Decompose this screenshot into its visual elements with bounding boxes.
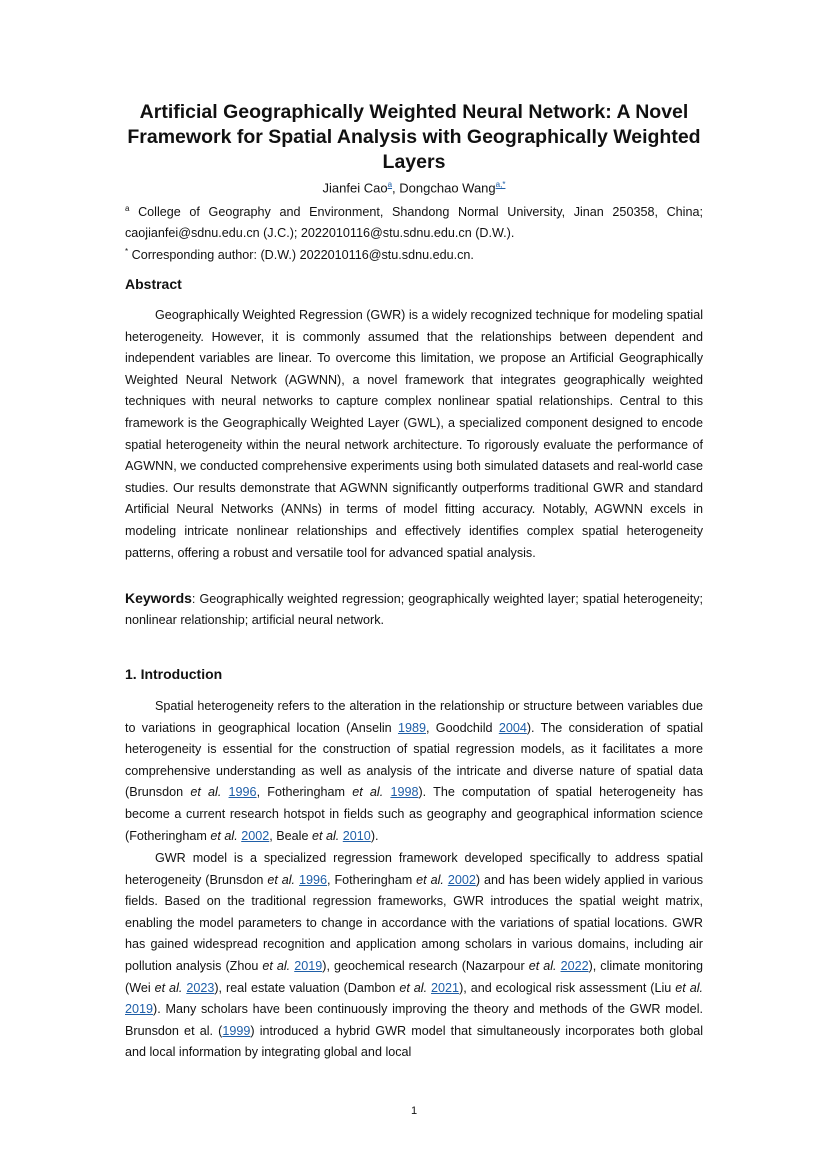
citation-link[interactable]: 1996 xyxy=(299,872,328,887)
citation-link[interactable]: 2019 xyxy=(125,1002,154,1017)
corresponding-text: Corresponding author: (D.W.) 2022010116@stu.sdnu.edu.cn. xyxy=(128,248,474,263)
text-run: , Fotheringham xyxy=(327,872,417,887)
text-run: , Beale xyxy=(269,828,312,843)
et-al: et al. xyxy=(675,980,704,995)
author-line xyxy=(125,176,703,197)
text-run: ), real estate valuation (Dambon xyxy=(214,980,400,995)
corresponding-author xyxy=(125,241,703,266)
author-separator: , xyxy=(392,180,400,196)
text-run: ). The consideration of spatial heterogeneity is essential for the construction of spatial regression models, as it facilitates a more comprehensive understanding as well as analysis of the intricate and diverse nature of spatial data (Brunsdon xyxy=(125,720,703,800)
text-run: GWR model is a specialized regression framework developed specifically to address spatial heterogeneity (Brunsdon xyxy=(125,851,703,887)
keywords-text: : Geographically weighted regression; geographically weighted layer; spatial heterogeneity; nonlinear relationship; artificial neural network. xyxy=(125,592,703,627)
introduction-heading: 1. Introduction xyxy=(125,666,223,682)
keywords xyxy=(125,588,703,631)
keywords-label: Keywords xyxy=(125,590,192,606)
et-al: et al. xyxy=(352,785,384,800)
author-name: Jianfei Cao xyxy=(322,180,388,196)
citation-link[interactable]: 2004 xyxy=(498,720,527,735)
et-al: et al. xyxy=(267,872,296,887)
corresponding-marker: * xyxy=(125,247,129,256)
citation-link[interactable]: 1999 xyxy=(222,1023,251,1038)
citation-link[interactable]: 2002 xyxy=(241,828,270,843)
text-run: , Goodchild xyxy=(426,720,499,735)
text-run: ), geochemical research (Nazarpour xyxy=(322,958,529,973)
et-al: et al. xyxy=(210,828,238,843)
citation-link[interactable]: 1996 xyxy=(228,785,257,800)
citation-link[interactable]: 2023 xyxy=(186,980,215,995)
intro-paragraph-2 xyxy=(125,848,703,1064)
et-al: et al. xyxy=(262,958,291,973)
text-run: ), and ecological risk assessment (Liu xyxy=(459,980,676,995)
intro-paragraph-1 xyxy=(125,696,703,847)
text-run: ) introduced a hybrid GWR model that simultaneously incorporates both global and local information by integrating global and local xyxy=(125,1023,704,1060)
affiliation xyxy=(125,198,703,244)
et-al: et al. xyxy=(190,785,222,800)
citation-link[interactable]: 2002 xyxy=(447,872,476,887)
paper-title: Artificial Geographically Weighted Neural Network: A Novel Framework for Spatial Analysis with Geographically Weighted Layers xyxy=(127,101,701,173)
abstract-body: Geographically Weighted Regression (GWR) is a widely recognized technique for modeling spatial heterogeneity. However, it is commonly assumed that the relationships between dependent and independent variables are linear. To overcome this limitation, we propose an Artificial Geographically Weighted Neural Network (AGWNN), a novel framework that integrates geographically weighted techniques with neural networks to capture complex nonlinear spatial relationships. Central to this framework is the Geographically Weighted Layer (GWL), a specialized component designed to encode spatial heterogeneity within the neural network architecture. To rigorously evaluate the performance of AGWNN, we conducted comprehensive experiments using both simulated datasets and real-world case studies. Our results demonstrate that AGWNN significantly outperforms traditional GWR and standard Artificial Neural Networks (ANNs) in terms of model fitting accuracy. Notably, AGWNN excels in modeling intricate nonlinear relationships and effectively identifies complex spatial heterogeneity patterns, offering a robust and versatile tool for advanced spatial analysis. xyxy=(125,308,703,560)
affiliation-text: College of Geography and Environment, Shandong Normal University, Jinan 250358, China; caojianfei@sdnu.edu.cn (J.C.); 2022010116@stu.sdnu.edu.cn (D.W.). xyxy=(125,205,703,241)
citation-link[interactable]: 2022 xyxy=(560,958,589,973)
affiliation-link[interactable]: a,* xyxy=(495,180,506,189)
abstract-heading: Abstract xyxy=(125,276,182,292)
text-run: ) and has been widely applied in various fields. Based on the traditional regression frameworks, GWR introduces the spatial weight matrix, enabling the model parameters to change in accordance with the variations of spatial locations. GWR has gained widespread recognition and application among scholars in various domains, including air pollution analysis (Zhou xyxy=(125,872,704,973)
author-name: Dongchao Wang xyxy=(399,180,496,196)
et-al: et al. xyxy=(528,958,557,973)
citation-link[interactable]: 2010 xyxy=(342,828,371,843)
et-al: et al. xyxy=(311,828,340,843)
citation-link[interactable]: 1989 xyxy=(397,720,427,735)
text-run: ). The computation of spatial heterogeneity has become a current research hotspot in fields such as geography and geographical information science (Fotheringham xyxy=(125,785,704,843)
affiliation-marker: a xyxy=(125,204,130,213)
text-run: , Fotheringham xyxy=(256,785,353,800)
et-al: et al. xyxy=(416,872,444,887)
et-al: et al. xyxy=(399,980,428,995)
text-run: ), climate monitoring (Wei xyxy=(125,958,704,995)
citation-link[interactable]: 2021 xyxy=(431,980,460,995)
page-number: 1 xyxy=(410,1105,418,1117)
citation-link[interactable]: 2019 xyxy=(294,958,323,973)
text-run: ). Many scholars have been continuously improving the theory and methods of the GWR model. Brunsdon et al. ( xyxy=(125,1002,703,1038)
affiliation-link[interactable]: a xyxy=(387,180,393,189)
text-run: Spatial heterogeneity refers to the alteration in the relationship or structure between variables due to variations in geographical location (Anselin xyxy=(125,699,703,735)
et-al: et al. xyxy=(154,980,183,995)
citation-link[interactable]: 1998 xyxy=(390,785,419,800)
text-run: ). xyxy=(370,828,379,843)
